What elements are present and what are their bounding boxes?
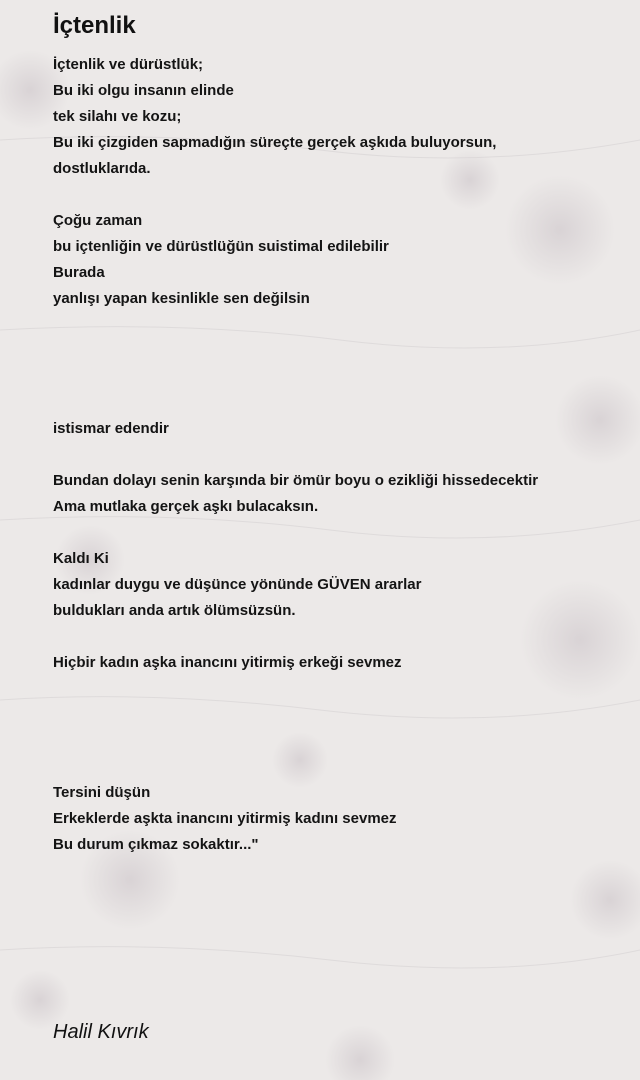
poem-line (53, 390, 623, 416)
poem-line: İçtenlik ve dürüstlük; (53, 56, 204, 73)
poem-line: bu içtenliğin ve dürüstlüğün suistimal edilebilir (53, 238, 389, 255)
poem-line: dostluklarıda. (53, 160, 151, 177)
poem-line: Kaldı Ki (53, 550, 109, 567)
poem-line (53, 442, 623, 468)
poem-line: Burada (53, 264, 105, 281)
poem-line: Bundan dolayı senin karşında bir ömür boyu o ezikliği hissedecektir (53, 472, 539, 489)
poem-line: buldukları anda artık ölümsüzsün. (53, 602, 296, 619)
poem-line (53, 728, 623, 754)
poem-author: Halil Kıvrık (53, 1021, 149, 1043)
poem-line: Bu iki olgu insanın elinde (53, 82, 234, 99)
poem-title: İçtenlik (53, 12, 136, 39)
poem-line (53, 676, 623, 702)
poem-line (53, 338, 623, 364)
poem-line: Erkeklerde aşkta inancını yitirmiş kadını sevmez (53, 810, 397, 827)
poem-line: istismar edendir (53, 420, 169, 437)
poem-line (53, 754, 623, 780)
poem-line (53, 520, 623, 546)
poem-line: yanlışı yapan kesinlikle sen değilsin (53, 290, 310, 307)
poem-line (53, 312, 623, 338)
poem-line: kadınlar duygu ve düşünce yönünde GÜVEN ararlar (53, 576, 422, 593)
poem-line: Hiçbir kadın aşka inancını yitirmiş erkeği sevmez (53, 654, 402, 671)
poem-line (53, 182, 623, 208)
poem-line: Bu durum çıkmaz sokaktır..." (53, 836, 259, 853)
poem-line: Bu iki çizgiden sapmadığın süreçte gerçek aşkıda buluyorsun, (53, 134, 497, 151)
poem-line (53, 364, 623, 390)
poem-body (53, 52, 623, 858)
poem-line: Ama mutlaka gerçek aşkı bulacaksın. (53, 498, 319, 515)
poem-line: Çoğu zaman (53, 212, 143, 229)
poem-line (53, 702, 623, 728)
poem-line: Tersini düşün (53, 784, 151, 801)
poem-line (53, 624, 623, 650)
poem-line: tek silahı ve kozu; (53, 108, 182, 125)
